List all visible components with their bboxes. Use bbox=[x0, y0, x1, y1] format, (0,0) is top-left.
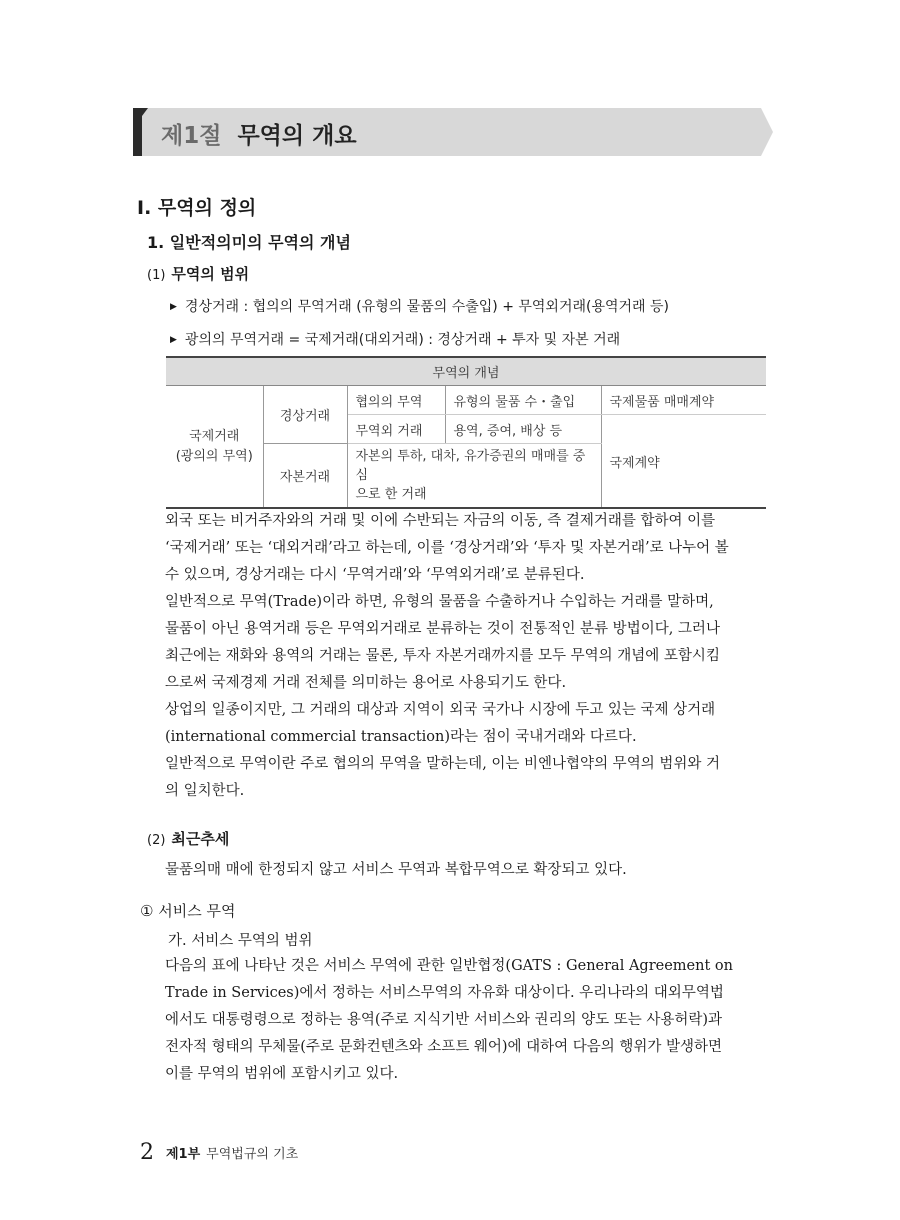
triangle-bullet-icon: ▶ bbox=[170, 335, 177, 345]
service-trade-heading: ① 서비스 무역 bbox=[140, 902, 236, 920]
item2-marker: (2) bbox=[147, 833, 166, 848]
text-line: 에서도 대통령령으로 정하는 용역(주로 지식기반 서비스와 권리의 양도 또는 사용허락)과 bbox=[165, 1012, 723, 1028]
text-line: 이를 무역의 범위에 포함시키고 있다. bbox=[165, 1066, 399, 1082]
trend-paragraph bbox=[165, 857, 771, 884]
text-line: 물품의매 매에 한정되지 않고 서비스 무역과 복합무역으로 확장되고 있다. bbox=[165, 862, 627, 878]
text-line: 외국 또는 비거주자와의 거래 및 이에 수반되는 자금의 이동, 즉 결제거래를 합하여 이를 bbox=[165, 513, 716, 529]
text-line: 물품이 아닌 용역거래 등은 무역외거래로 분류하는 것이 전통적인 분류 방법이다, 그러나 bbox=[165, 621, 720, 637]
table-capital-transactions: 자본거래 bbox=[263, 444, 347, 509]
table-invisible-trade: 무역외 거래 bbox=[347, 415, 445, 444]
item2-heading bbox=[147, 828, 229, 849]
table-narrow-trade: 협의의 무역 bbox=[347, 386, 445, 415]
capital-desc-line: 자본의 투하, 대차, 유가증권의 매매를 중심 bbox=[355, 449, 586, 483]
subsection-heading: 1. 일반적의미의 무역의 개념 bbox=[147, 233, 351, 252]
chapter-banner bbox=[133, 108, 773, 156]
text-line: 으로써 국제경제 거래 전체를 의미하는 용어로 사용되기도 한다. bbox=[165, 675, 567, 691]
bullet-text: 경상거래 : 협의의 무역거래 (유형의 물품의 수출입) + 무역외거래(용역거래 등) bbox=[184, 299, 669, 315]
capital-desc-line: 으로 한 거래 bbox=[355, 487, 427, 502]
bullet-text: 광의의 무역거래 = 국제거래(대외거래) : 경상거래 + 투자 및 자본 거래 bbox=[184, 332, 621, 348]
chapter-number: 제1절 bbox=[161, 123, 222, 149]
table-main-label bbox=[166, 386, 263, 509]
page-footer bbox=[140, 1140, 298, 1165]
triangle-bullet-icon: ▶ bbox=[170, 302, 177, 312]
table-header: 무역의 개념 bbox=[166, 357, 766, 386]
table-narrow-desc: 유형의 물품 수・출입 bbox=[445, 386, 601, 415]
chapter-title: 무역의 개요 bbox=[237, 123, 357, 149]
text-line: 전자적 형태의 무체물(주로 문화컨텐츠와 소프트 웨어)에 대하여 다음의 행위가 발생하면 bbox=[165, 1039, 723, 1055]
main-label-line: (광의의 무역) bbox=[175, 448, 253, 464]
main-label-line: 국제거래 bbox=[189, 428, 240, 444]
item1-heading bbox=[147, 263, 249, 284]
text-line: 수 있으며, 경상거래는 다시 ‘무역거래’와 ‘무역외거래’로 분류된다. bbox=[165, 567, 585, 583]
trade-concept-table bbox=[166, 356, 766, 509]
item2-title: 최근추세 bbox=[171, 830, 230, 848]
text-line: 의 일치한다. bbox=[165, 783, 245, 799]
text-line: 일반적으로 무역(Trade)이라 하면, 유형의 물품을 수출하거나 수입하는 거래를 말하며, bbox=[165, 594, 714, 610]
text-line: Trade in Services)에서 정하는 서비스무역의 자유화 대상이다. 우리나라의 대외무역법 bbox=[165, 985, 724, 1001]
text-line: 최근에는 재화와 용역의 거래는 물론, 투자 자본거래까지를 모두 무역의 개념에 포함시킴 bbox=[165, 648, 720, 664]
table-current-transactions: 경상거래 bbox=[263, 386, 347, 444]
footer-title: 무역법규의 기초 bbox=[206, 1147, 299, 1162]
table-intl-contract: 국제계약 bbox=[601, 415, 766, 509]
definition-paragraph bbox=[165, 508, 771, 805]
bullet-item bbox=[170, 329, 620, 349]
page-number: 2 bbox=[140, 1140, 154, 1165]
table-goods-contract: 국제물품 매매계약 bbox=[601, 386, 766, 415]
footer-part: 제1부 bbox=[166, 1147, 201, 1162]
bullet-item bbox=[170, 296, 669, 316]
item1-title: 무역의 범위 bbox=[171, 265, 250, 283]
table-capital-desc bbox=[347, 444, 601, 509]
text-line: 상업의 일종이지만, 그 거래의 대상과 지역이 외국 국가나 시장에 두고 있는 국제 상거래 bbox=[165, 702, 716, 718]
service-scope-heading: 가. 서비스 무역의 범위 bbox=[168, 933, 313, 949]
text-line: 다음의 표에 나타난 것은 서비스 무역에 관한 일반협정(GATS : General Agreement on bbox=[165, 958, 733, 974]
text-line: (international commercial transaction)라는 점이 국내거래와 다르다. bbox=[165, 729, 637, 745]
gats-paragraph bbox=[165, 953, 771, 1088]
section-heading: Ⅰ. 무역의 정의 bbox=[137, 197, 257, 219]
table-invisible-desc: 용역, 증여, 배상 등 bbox=[445, 415, 601, 444]
item1-marker: (1) bbox=[147, 268, 166, 283]
chapter-heading bbox=[161, 117, 357, 150]
text-line: ‘국제거래’ 또는 ‘대외거래’라고 하는데, 이를 ‘경상거래’와 ‘투자 및 자본거래’로 나누어 볼 bbox=[165, 540, 729, 556]
text-line: 일반적으로 무역이란 주로 협의의 무역을 말하는데, 이는 비엔나협약의 무역의 범위와 거 bbox=[165, 756, 720, 772]
